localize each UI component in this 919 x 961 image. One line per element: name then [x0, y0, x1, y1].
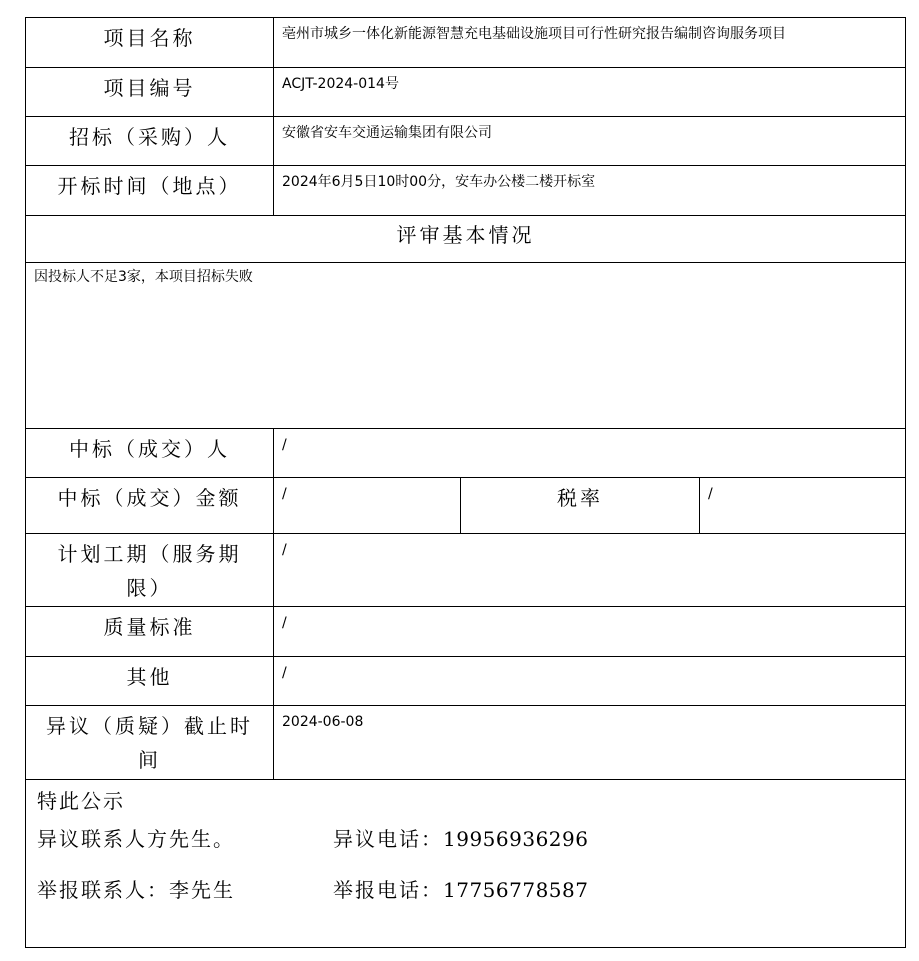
row-amount [26, 478, 906, 534]
row-footer [26, 780, 906, 948]
tax-rate-label: 税率 [461, 478, 700, 534]
review-heading: 评审基本情况 [26, 216, 906, 263]
row-opening [26, 166, 906, 216]
footer-block [26, 780, 906, 948]
deadline-value: 2024-06-08 [274, 706, 906, 780]
quality-value: / [274, 607, 906, 657]
period-label-line2: 限） [126, 576, 173, 600]
amount-label: 中标（成交）金额 [26, 478, 274, 534]
objection-phone-label: 异议电话： [333, 827, 443, 851]
row-quality [26, 607, 906, 657]
row-review-heading [26, 216, 906, 263]
objection-phone: 19956936296 [443, 827, 589, 851]
tenderer-label: 招标（采购）人 [26, 117, 274, 166]
winner-label: 中标（成交）人 [26, 429, 274, 478]
deadline-label-line1: 异议（质疑）截止时 [46, 714, 253, 738]
deadline-label [26, 706, 274, 780]
amount-value: / [274, 478, 461, 534]
project-number-value: ACJT-2024-014号 [274, 68, 906, 117]
report-phone: 17756778587 [443, 878, 589, 902]
row-period [26, 534, 906, 607]
other-label: 其他 [26, 657, 274, 706]
other-value: / [274, 657, 906, 706]
tax-rate-value: / [700, 478, 906, 534]
row-tenderer [26, 117, 906, 166]
project-number-label: 项目编号 [26, 68, 274, 117]
objection-contact: 异议联系人方先生。 [37, 827, 235, 851]
opening-value: 2024年6月5日10时00分，安车办公楼二楼开标室 [274, 166, 906, 216]
period-label-line1: 计划工期（服务期 [57, 542, 242, 566]
row-project-name [26, 18, 906, 68]
project-name-label: 项目名称 [26, 18, 274, 68]
report-line [37, 873, 905, 924]
row-other [26, 657, 906, 706]
opening-label: 开标时间（地点） [26, 166, 274, 216]
winner-value: / [274, 429, 906, 478]
announce-text: 特此公示 [37, 789, 125, 813]
row-project-number [26, 68, 906, 117]
report-contact: 举报联系人：李先生 [37, 878, 235, 902]
row-review-text [26, 263, 906, 429]
project-name-value: 亳州市城乡一体化新能源智慧充电基础设施项目可行性研究报告编制咨询服务项目 [274, 18, 906, 68]
row-winner [26, 429, 906, 478]
review-text: 因投标人不足3家，本项目招标失败 [26, 263, 906, 429]
row-deadline [26, 706, 906, 780]
report-phone-label: 举报电话： [333, 878, 443, 902]
period-label [26, 534, 274, 607]
deadline-label-line2: 间 [138, 748, 161, 772]
tenderer-value: 安徽省安车交通运输集团有限公司 [274, 117, 906, 166]
quality-label: 质量标准 [26, 607, 274, 657]
period-value: / [274, 534, 906, 607]
objection-line [37, 822, 905, 873]
notice-table [25, 17, 906, 948]
